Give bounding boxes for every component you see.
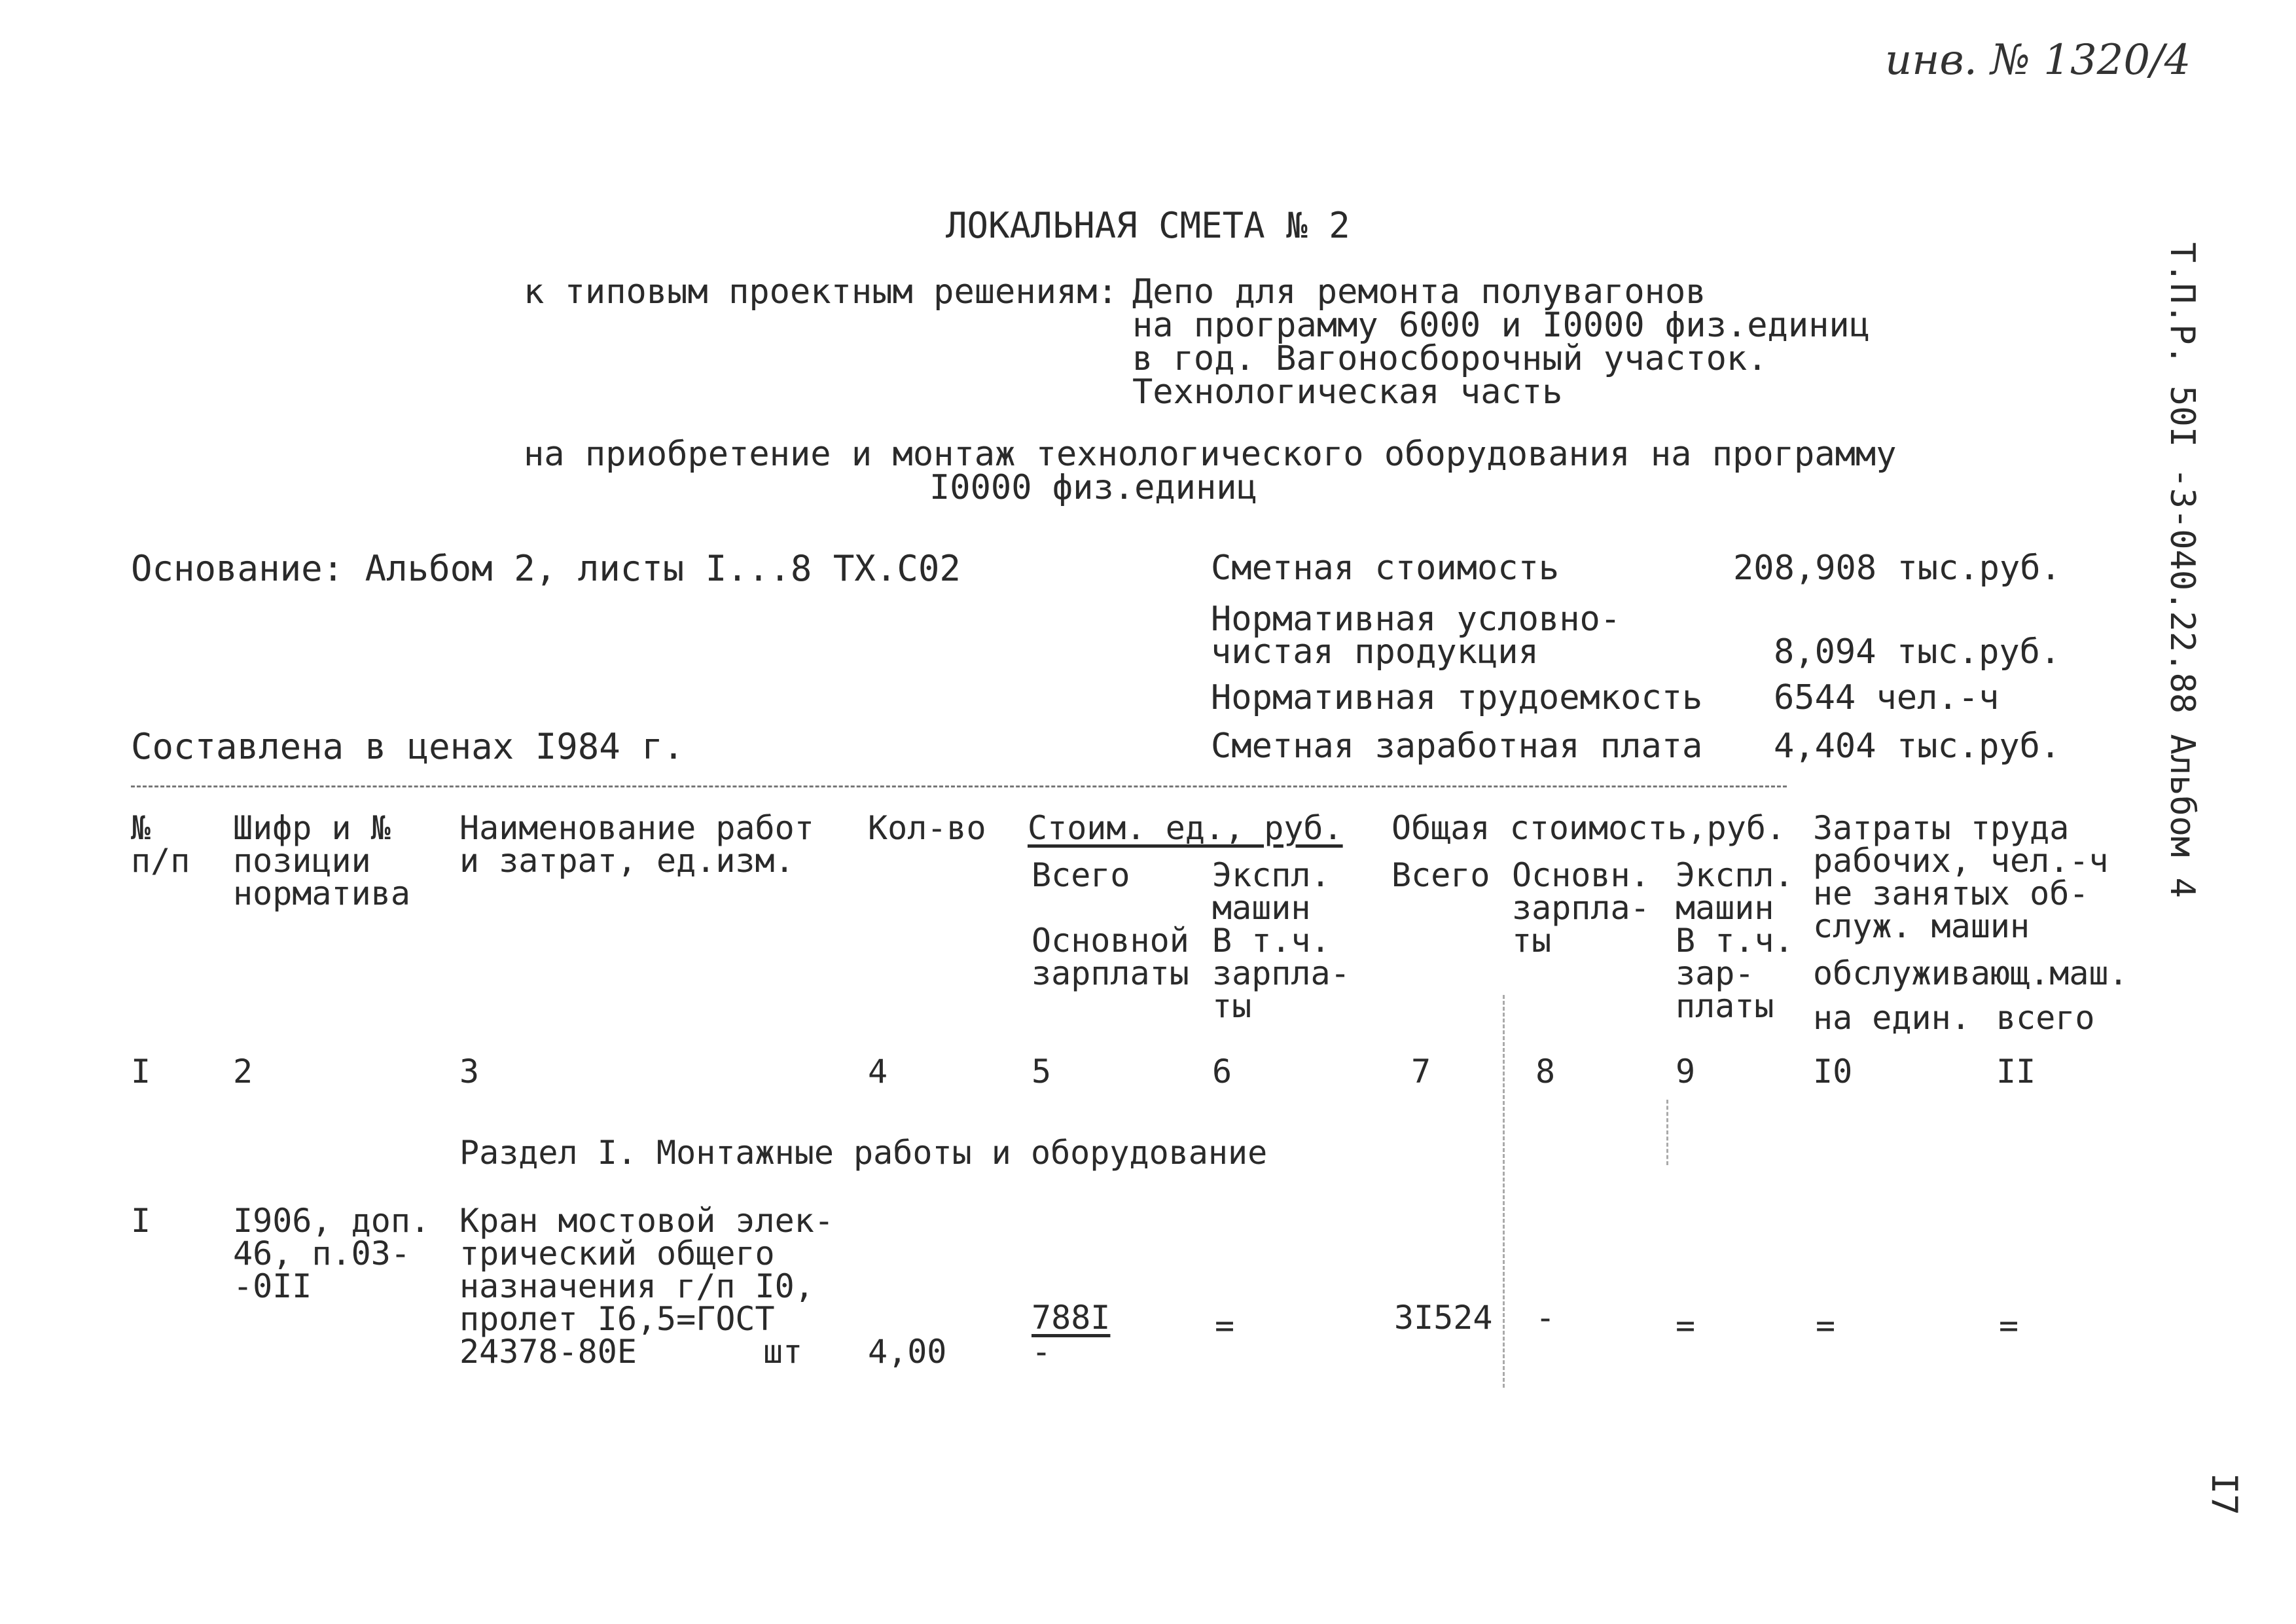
header-total-cost: Общая стоимость,руб. (1391, 809, 1786, 847)
header-total-machines: платы (1676, 987, 1774, 1025)
header-name: Наименование работ (459, 809, 814, 847)
subtitle-line: в год. Вагоносборочный участок. (1132, 339, 1768, 378)
header-unit-total: Всего (1031, 856, 1130, 894)
column-number: 9 (1676, 1053, 1696, 1091)
header-unit-machines: Экспл. (1212, 856, 1331, 894)
basis: Основание: Альбом 2, листы I...8 ТХ.С02 (131, 548, 961, 589)
header-unit-machines: ты (1212, 987, 1252, 1025)
prices-basis: Составлена в ценах I984 г. (131, 726, 685, 767)
header-num: № (131, 809, 151, 847)
row-unit-total: 788I (1031, 1299, 1111, 1337)
wage-label: Сметная заработная плата (1211, 727, 1703, 766)
npp-label: чистая продукция (1211, 632, 1539, 672)
column-number: 3 (459, 1053, 480, 1091)
header-labor-serving: обслуживающ.маш. (1813, 954, 2128, 992)
header-total-wage: зарпла- (1512, 889, 1650, 927)
row-unit: шт (763, 1333, 803, 1371)
column-number: 6 (1212, 1053, 1232, 1091)
purpose-line: I0000 физ.единиц (929, 468, 1257, 507)
estimate-cost-label: Сметная стоимость (1211, 549, 1560, 588)
table-top-rule (131, 785, 1787, 787)
column-number: I0 (1813, 1053, 1853, 1091)
header-total-machines: Экспл. (1676, 856, 1794, 894)
row-name: пролет I6,5=ГОСТ (459, 1300, 775, 1338)
column-divider (1503, 995, 1505, 1388)
estimate-cost-value: 208,908 тыс.руб. (1733, 549, 2061, 588)
header-num: п/п (131, 842, 190, 880)
column-number: 7 (1411, 1053, 1431, 1091)
header-unit-machines: зарпла- (1212, 954, 1350, 992)
subtitle-line: на программу 6000 и I0000 физ.единиц (1132, 306, 1871, 345)
header-labor: служ. машин (1813, 907, 2030, 945)
header-total-machines: машин (1676, 889, 1774, 927)
inventory-note: инв. № 1320/4 (1885, 36, 2191, 84)
row-labor-per-unit: = (1816, 1307, 1836, 1344)
header-total-all: Всего (1391, 856, 1490, 894)
row-num: I (131, 1202, 151, 1240)
header-labor: рабочих, чел.-ч (1813, 842, 2109, 880)
side-code: Т.П.Р. 50I -3-040.22.88 Альбом 4 (2162, 242, 2202, 898)
header-labor-total: всего (1996, 999, 2095, 1037)
header-labor: не занятых об- (1813, 875, 2089, 912)
npp-value: 8,094 тыс.руб. (1774, 632, 2061, 672)
header-unit-machines: В т.ч. (1212, 922, 1331, 960)
column-divider (1666, 1100, 1668, 1165)
column-number: 8 (1535, 1053, 1556, 1091)
header-labor-per-unit: на един. (1813, 999, 1971, 1037)
subtitle-line: Депо для ремонта полувагонов (1132, 272, 1706, 312)
header-unit-wage: зарплаты (1031, 954, 1189, 992)
header-labor: Затраты труда (1813, 809, 2070, 847)
row-code: -0II (233, 1267, 312, 1305)
header-unit-machines: машин (1212, 889, 1311, 927)
wage-value: 4,404 тыс.руб. (1774, 727, 2061, 766)
subtitle-prefix: к типовым проектным решениям: (524, 272, 1118, 312)
page-title: ЛОКАЛЬНАЯ СМЕТА № 2 (946, 205, 1350, 246)
column-number: 5 (1031, 1053, 1052, 1091)
labor-value: 6544 чел.-ч (1774, 678, 2000, 717)
labor-label: Нормативная трудоемкость (1211, 678, 1703, 717)
column-number: 2 (233, 1053, 253, 1091)
column-number: I (131, 1053, 151, 1091)
row-unit-wage: - (1031, 1333, 1052, 1371)
row-name: назначения г/п I0, (459, 1267, 814, 1305)
column-number: II (1996, 1053, 2036, 1091)
row-name: Кран мостовой элек- (459, 1202, 834, 1240)
row-total-all: 3I524 (1394, 1299, 1493, 1337)
column-number: 4 (868, 1053, 888, 1091)
npp-label: Нормативная условно- (1211, 600, 1621, 639)
row-total-machines: = (1676, 1307, 1696, 1344)
header-code: позиции (233, 842, 371, 880)
row-name: трический общего (459, 1235, 775, 1272)
row-total-wage: - (1535, 1299, 1556, 1337)
header-total-wage: ты (1512, 922, 1552, 960)
header-unit-cost: Стоим. ед., руб. (1028, 809, 1343, 847)
row-code: I906, доп. (233, 1202, 431, 1240)
purpose-line: на приобретение и монтаж технологического оборудования на программу (524, 435, 1897, 474)
header-total-machines: зар- (1676, 954, 1755, 992)
subtitle-line: Технологическая часть (1132, 372, 1563, 412)
header-total-machines: В т.ч. (1676, 922, 1794, 960)
row-unit-machines: = (1215, 1307, 1235, 1344)
header-name: и затрат, ед.изм. (459, 842, 795, 880)
header-qty: Кол-во (868, 809, 986, 847)
header-total-wage: Основн. (1512, 856, 1650, 894)
page-number: I7 (2204, 1473, 2245, 1516)
row-code: 46, п.03- (233, 1235, 410, 1272)
row-name: 24378-80Е (459, 1333, 637, 1371)
header-unit-wage: Основной (1031, 922, 1189, 960)
header-code: Шифр и № (233, 809, 391, 847)
section-title: Раздел I. Монтажные работы и оборудование (459, 1134, 1268, 1172)
row-labor-total: = (1999, 1307, 2019, 1344)
row-qty: 4,00 (868, 1333, 947, 1371)
header-code: норматива (233, 875, 410, 912)
